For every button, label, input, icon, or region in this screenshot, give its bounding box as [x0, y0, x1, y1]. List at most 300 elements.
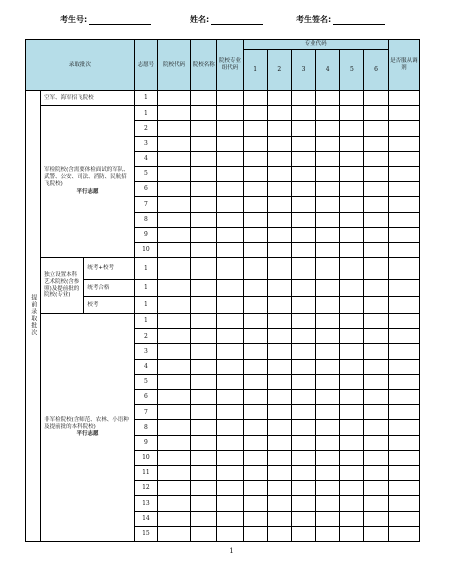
entry-cell[interactable] [316, 258, 340, 280]
entry-cell[interactable] [243, 151, 267, 166]
entry-cell[interactable] [340, 258, 364, 280]
entry-cell[interactable] [267, 297, 291, 314]
entry-cell[interactable] [340, 435, 364, 450]
entry-cell[interactable] [316, 166, 340, 181]
entry-cell[interactable] [291, 450, 315, 465]
entry-cell[interactable] [340, 91, 364, 106]
entry-cell[interactable] [157, 182, 190, 197]
entry-cell[interactable] [316, 526, 340, 541]
entry-cell[interactable] [388, 465, 419, 480]
entry-cell[interactable] [291, 496, 315, 511]
entry-cell[interactable] [364, 91, 388, 106]
entry-cell[interactable] [191, 182, 217, 197]
entry-cell[interactable] [243, 314, 267, 329]
entry-cell[interactable] [217, 374, 243, 389]
entry-cell[interactable] [316, 450, 340, 465]
entry-cell[interactable] [267, 197, 291, 212]
entry-cell[interactable] [267, 151, 291, 166]
entry-cell[interactable] [243, 227, 267, 242]
entry-cell[interactable] [217, 314, 243, 329]
entry-cell[interactable] [243, 197, 267, 212]
entry-cell[interactable] [217, 212, 243, 227]
entry-cell[interactable] [217, 106, 243, 121]
entry-cell[interactable] [217, 121, 243, 136]
entry-cell[interactable] [267, 166, 291, 181]
entry-cell[interactable] [267, 121, 291, 136]
entry-cell[interactable] [388, 390, 419, 405]
entry-cell[interactable] [191, 197, 217, 212]
entry-cell[interactable] [243, 465, 267, 480]
entry-cell[interactable] [157, 121, 190, 136]
entry-cell[interactable] [316, 359, 340, 374]
entry-cell[interactable] [340, 496, 364, 511]
entry-cell[interactable] [191, 344, 217, 359]
entry-cell[interactable] [243, 297, 267, 314]
entry-cell[interactable] [316, 106, 340, 121]
entry-cell[interactable] [217, 258, 243, 280]
entry-cell[interactable] [291, 511, 315, 526]
entry-cell[interactable] [191, 151, 217, 166]
entry-cell[interactable] [243, 242, 267, 257]
entry-cell[interactable] [267, 212, 291, 227]
entry-cell[interactable] [191, 121, 217, 136]
entry-cell[interactable] [157, 481, 190, 496]
entry-cell[interactable] [217, 182, 243, 197]
entry-cell[interactable] [243, 420, 267, 435]
entry-cell[interactable] [267, 136, 291, 151]
entry-cell[interactable] [157, 329, 190, 344]
entry-cell[interactable] [364, 359, 388, 374]
entry-cell[interactable] [388, 511, 419, 526]
entry-cell[interactable] [191, 496, 217, 511]
entry-cell[interactable] [191, 435, 217, 450]
entry-cell[interactable] [157, 227, 190, 242]
entry-cell[interactable] [364, 297, 388, 314]
entry-cell[interactable] [316, 136, 340, 151]
entry-cell[interactable] [388, 106, 419, 121]
entry-cell[interactable] [291, 197, 315, 212]
entry-cell[interactable] [267, 359, 291, 374]
entry-cell[interactable] [217, 450, 243, 465]
entry-cell[interactable] [364, 121, 388, 136]
entry-cell[interactable] [364, 435, 388, 450]
entry-cell[interactable] [217, 197, 243, 212]
entry-cell[interactable] [340, 405, 364, 420]
entry-cell[interactable] [364, 511, 388, 526]
entry-cell[interactable] [364, 481, 388, 496]
entry-cell[interactable] [364, 280, 388, 297]
entry-cell[interactable] [340, 420, 364, 435]
entry-cell[interactable] [364, 166, 388, 181]
entry-cell[interactable] [388, 151, 419, 166]
entry-cell[interactable] [191, 280, 217, 297]
entry-cell[interactable] [217, 329, 243, 344]
entry-cell[interactable] [388, 420, 419, 435]
entry-cell[interactable] [291, 390, 315, 405]
entry-cell[interactable] [364, 227, 388, 242]
entry-cell[interactable] [388, 297, 419, 314]
entry-cell[interactable] [243, 344, 267, 359]
entry-cell[interactable] [388, 91, 419, 106]
entry-cell[interactable] [217, 511, 243, 526]
entry-cell[interactable] [291, 242, 315, 257]
entry-cell[interactable] [388, 121, 419, 136]
entry-cell[interactable] [243, 258, 267, 280]
entry-cell[interactable] [267, 344, 291, 359]
entry-cell[interactable] [291, 465, 315, 480]
choice-number: 1 [134, 297, 157, 314]
entry-cell[interactable] [157, 314, 190, 329]
entry-cell[interactable] [291, 329, 315, 344]
entry-cell[interactable] [217, 481, 243, 496]
entry-cell[interactable] [291, 212, 315, 227]
entry-cell[interactable] [243, 136, 267, 151]
entry-cell[interactable] [157, 526, 190, 541]
entry-cell[interactable] [291, 182, 315, 197]
entry-cell[interactable] [316, 314, 340, 329]
entry-cell[interactable] [157, 420, 190, 435]
entry-cell[interactable] [364, 420, 388, 435]
entry-cell[interactable] [291, 106, 315, 121]
entry-cell[interactable] [291, 258, 315, 280]
entry-cell[interactable] [316, 344, 340, 359]
entry-cell[interactable] [191, 450, 217, 465]
entry-cell[interactable] [364, 197, 388, 212]
entry-cell[interactable] [316, 435, 340, 450]
entry-cell[interactable] [340, 374, 364, 389]
entry-cell[interactable] [364, 405, 388, 420]
entry-cell[interactable] [316, 212, 340, 227]
entry-cell[interactable] [388, 314, 419, 329]
entry-cell[interactable] [267, 227, 291, 242]
entry-cell[interactable] [364, 182, 388, 197]
entry-cell[interactable] [364, 390, 388, 405]
entry-cell[interactable] [157, 242, 190, 257]
entry-cell[interactable] [157, 91, 190, 106]
entry-cell[interactable] [316, 390, 340, 405]
entry-cell[interactable] [388, 227, 419, 242]
entry-cell[interactable] [191, 374, 217, 389]
entry-cell[interactable] [191, 420, 217, 435]
entry-cell[interactable] [388, 481, 419, 496]
entry-cell[interactable] [243, 106, 267, 121]
entry-cell[interactable] [191, 106, 217, 121]
entry-cell[interactable] [364, 526, 388, 541]
entry-cell[interactable] [217, 526, 243, 541]
entry-cell[interactable] [291, 526, 315, 541]
entry-cell[interactable] [364, 106, 388, 121]
entry-cell[interactable] [191, 91, 217, 106]
entry-cell[interactable] [243, 329, 267, 344]
entry-cell[interactable] [157, 496, 190, 511]
entry-cell[interactable] [340, 526, 364, 541]
entry-cell[interactable] [191, 481, 217, 496]
entry-cell[interactable] [316, 329, 340, 344]
entry-cell[interactable] [388, 329, 419, 344]
entry-cell[interactable] [217, 359, 243, 374]
entry-cell[interactable] [157, 258, 190, 280]
entry-cell[interactable] [217, 465, 243, 480]
entry-cell[interactable] [291, 405, 315, 420]
entry-cell[interactable] [217, 435, 243, 450]
entry-cell[interactable] [388, 435, 419, 450]
entry-cell[interactable] [267, 435, 291, 450]
entry-cell[interactable] [364, 242, 388, 257]
entry-cell[interactable] [217, 420, 243, 435]
entry-cell[interactable] [316, 511, 340, 526]
signature-field[interactable] [296, 14, 385, 25]
entry-cell[interactable] [316, 182, 340, 197]
entry-cell[interactable] [267, 329, 291, 344]
entry-cell[interactable] [316, 242, 340, 257]
entry-cell[interactable] [191, 212, 217, 227]
entry-cell[interactable] [340, 390, 364, 405]
entry-cell[interactable] [340, 280, 364, 297]
entry-cell[interactable] [364, 450, 388, 465]
entry-cell[interactable] [340, 212, 364, 227]
entry-cell[interactable] [157, 136, 190, 151]
entry-cell[interactable] [291, 420, 315, 435]
entry-cell[interactable] [243, 91, 267, 106]
entry-cell[interactable] [157, 197, 190, 212]
entry-cell[interactable] [291, 314, 315, 329]
entry-cell[interactable] [316, 297, 340, 314]
entry-cell[interactable] [364, 465, 388, 480]
entry-cell[interactable] [243, 435, 267, 450]
entry-cell[interactable] [243, 496, 267, 511]
entry-cell[interactable] [388, 405, 419, 420]
entry-cell[interactable] [217, 344, 243, 359]
entry-cell[interactable] [340, 182, 364, 197]
entry-cell[interactable] [340, 136, 364, 151]
entry-cell[interactable] [340, 314, 364, 329]
entry-cell[interactable] [243, 450, 267, 465]
entry-cell[interactable] [364, 212, 388, 227]
form-body [26, 91, 420, 542]
entry-cell[interactable] [364, 344, 388, 359]
header-school-code: 院校代码 [157, 40, 190, 91]
entry-cell[interactable] [291, 481, 315, 496]
section-art-sub-2: 统考合格 [84, 280, 134, 297]
entry-cell[interactable] [340, 450, 364, 465]
entry-cell[interactable] [316, 496, 340, 511]
entry-cell[interactable] [191, 329, 217, 344]
entry-cell[interactable] [316, 420, 340, 435]
batch-name: 提前录取批次 [29, 293, 37, 336]
entry-cell[interactable] [340, 197, 364, 212]
entry-cell[interactable] [364, 329, 388, 344]
entry-cell[interactable] [291, 344, 315, 359]
entry-cell[interactable] [217, 91, 243, 106]
entry-cell[interactable] [388, 212, 419, 227]
entry-cell[interactable] [364, 151, 388, 166]
entry-cell[interactable] [157, 212, 190, 227]
entry-cell[interactable] [388, 166, 419, 181]
entry-cell[interactable] [388, 344, 419, 359]
entry-cell[interactable] [291, 280, 315, 297]
entry-cell[interactable] [340, 106, 364, 121]
entry-cell[interactable] [191, 526, 217, 541]
entry-cell[interactable] [267, 496, 291, 511]
entry-cell[interactable] [291, 297, 315, 314]
entry-cell[interactable] [157, 450, 190, 465]
entry-cell[interactable] [291, 121, 315, 136]
entry-cell[interactable] [157, 390, 190, 405]
entry-cell[interactable] [340, 359, 364, 374]
entry-cell[interactable] [191, 465, 217, 480]
entry-cell[interactable] [267, 280, 291, 297]
entry-cell[interactable] [340, 465, 364, 480]
entry-cell[interactable] [157, 166, 190, 181]
entry-cell[interactable] [267, 390, 291, 405]
entry-cell[interactable] [267, 106, 291, 121]
entry-cell[interactable] [157, 405, 190, 420]
entry-cell[interactable] [316, 151, 340, 166]
entry-cell[interactable] [340, 297, 364, 314]
section-non-military-label: 非军检院校(含师范、农林、小语种及提前批的本科院校) [44, 416, 129, 430]
entry-cell[interactable] [267, 481, 291, 496]
entry-cell[interactable] [217, 280, 243, 297]
entry-cell[interactable] [316, 481, 340, 496]
entry-cell[interactable] [316, 227, 340, 242]
entry-cell[interactable] [340, 481, 364, 496]
entry-cell[interactable] [340, 242, 364, 257]
entry-cell[interactable] [217, 166, 243, 181]
entry-cell[interactable] [243, 166, 267, 181]
entry-cell[interactable] [388, 280, 419, 297]
entry-cell[interactable] [157, 151, 190, 166]
entry-cell[interactable] [243, 374, 267, 389]
entry-cell[interactable] [243, 511, 267, 526]
entry-cell[interactable] [364, 314, 388, 329]
entry-cell[interactable] [388, 450, 419, 465]
entry-cell[interactable] [157, 297, 190, 314]
entry-cell[interactable] [316, 280, 340, 297]
entry-cell[interactable] [191, 136, 217, 151]
entry-cell[interactable] [291, 166, 315, 181]
entry-cell[interactable] [217, 390, 243, 405]
entry-cell[interactable] [243, 359, 267, 374]
entry-cell[interactable] [217, 136, 243, 151]
entry-cell[interactable] [243, 526, 267, 541]
entry-cell[interactable] [316, 121, 340, 136]
entry-cell[interactable] [291, 359, 315, 374]
entry-cell[interactable] [316, 91, 340, 106]
entry-cell[interactable] [388, 258, 419, 280]
entry-cell[interactable] [191, 314, 217, 329]
name-field[interactable] [190, 14, 263, 25]
entry-cell[interactable] [157, 465, 190, 480]
entry-cell[interactable] [340, 121, 364, 136]
entry-cell[interactable] [364, 136, 388, 151]
entry-cell[interactable] [157, 511, 190, 526]
entry-cell[interactable] [267, 465, 291, 480]
entry-cell[interactable] [157, 374, 190, 389]
entry-cell[interactable] [191, 297, 217, 314]
entry-cell[interactable] [191, 359, 217, 374]
entry-cell[interactable] [291, 91, 315, 106]
entry-cell[interactable] [217, 297, 243, 314]
entry-cell[interactable] [340, 329, 364, 344]
entry-cell[interactable] [388, 374, 419, 389]
entry-cell[interactable] [243, 390, 267, 405]
entry-cell[interactable] [267, 91, 291, 106]
entry-cell[interactable] [157, 344, 190, 359]
entry-cell[interactable] [191, 166, 217, 181]
entry-cell[interactable] [191, 242, 217, 257]
choice-number: 5 [134, 166, 157, 181]
entry-cell[interactable] [191, 405, 217, 420]
entry-cell[interactable] [291, 151, 315, 166]
entry-cell[interactable] [316, 405, 340, 420]
entry-cell[interactable] [291, 435, 315, 450]
entry-cell[interactable] [267, 314, 291, 329]
entry-cell[interactable] [267, 258, 291, 280]
entry-cell[interactable] [267, 405, 291, 420]
entry-cell[interactable] [388, 496, 419, 511]
entry-cell[interactable] [316, 374, 340, 389]
entry-cell[interactable] [267, 526, 291, 541]
entry-cell[interactable] [267, 374, 291, 389]
entry-cell[interactable] [157, 435, 190, 450]
entry-cell[interactable] [267, 182, 291, 197]
entry-cell[interactable] [267, 420, 291, 435]
entry-cell[interactable] [191, 227, 217, 242]
entry-cell[interactable] [388, 359, 419, 374]
entry-cell[interactable] [291, 374, 315, 389]
entry-cell[interactable] [340, 511, 364, 526]
entry-cell[interactable] [157, 106, 190, 121]
entry-cell[interactable] [243, 481, 267, 496]
entry-cell[interactable] [291, 136, 315, 151]
entry-cell[interactable] [267, 242, 291, 257]
entry-cell[interactable] [340, 151, 364, 166]
entry-cell[interactable] [388, 136, 419, 151]
entry-cell[interactable] [388, 182, 419, 197]
entry-cell[interactable] [291, 227, 315, 242]
entry-cell[interactable] [191, 511, 217, 526]
entry-cell[interactable] [316, 465, 340, 480]
entry-cell[interactable] [191, 258, 217, 280]
entry-cell[interactable] [340, 227, 364, 242]
entry-cell[interactable] [388, 197, 419, 212]
entry-cell[interactable] [217, 151, 243, 166]
entry-cell[interactable] [388, 526, 419, 541]
entry-cell[interactable] [157, 280, 190, 297]
entry-cell[interactable] [217, 405, 243, 420]
entry-cell[interactable] [243, 182, 267, 197]
entry-cell[interactable] [243, 405, 267, 420]
entry-cell[interactable] [316, 197, 340, 212]
entry-cell[interactable] [243, 212, 267, 227]
entry-cell[interactable] [267, 511, 291, 526]
entry-cell[interactable] [217, 227, 243, 242]
entry-cell[interactable] [157, 359, 190, 374]
exam-number-field[interactable] [60, 14, 151, 25]
entry-cell[interactable] [340, 344, 364, 359]
entry-cell[interactable] [217, 496, 243, 511]
entry-cell[interactable] [217, 242, 243, 257]
entry-cell[interactable] [243, 121, 267, 136]
entry-cell[interactable] [388, 242, 419, 257]
entry-cell[interactable] [364, 496, 388, 511]
entry-cell[interactable] [267, 450, 291, 465]
entry-cell[interactable] [340, 166, 364, 181]
entry-cell[interactable] [364, 374, 388, 389]
entry-cell[interactable] [191, 390, 217, 405]
entry-cell[interactable] [364, 258, 388, 280]
entry-cell[interactable] [243, 280, 267, 297]
